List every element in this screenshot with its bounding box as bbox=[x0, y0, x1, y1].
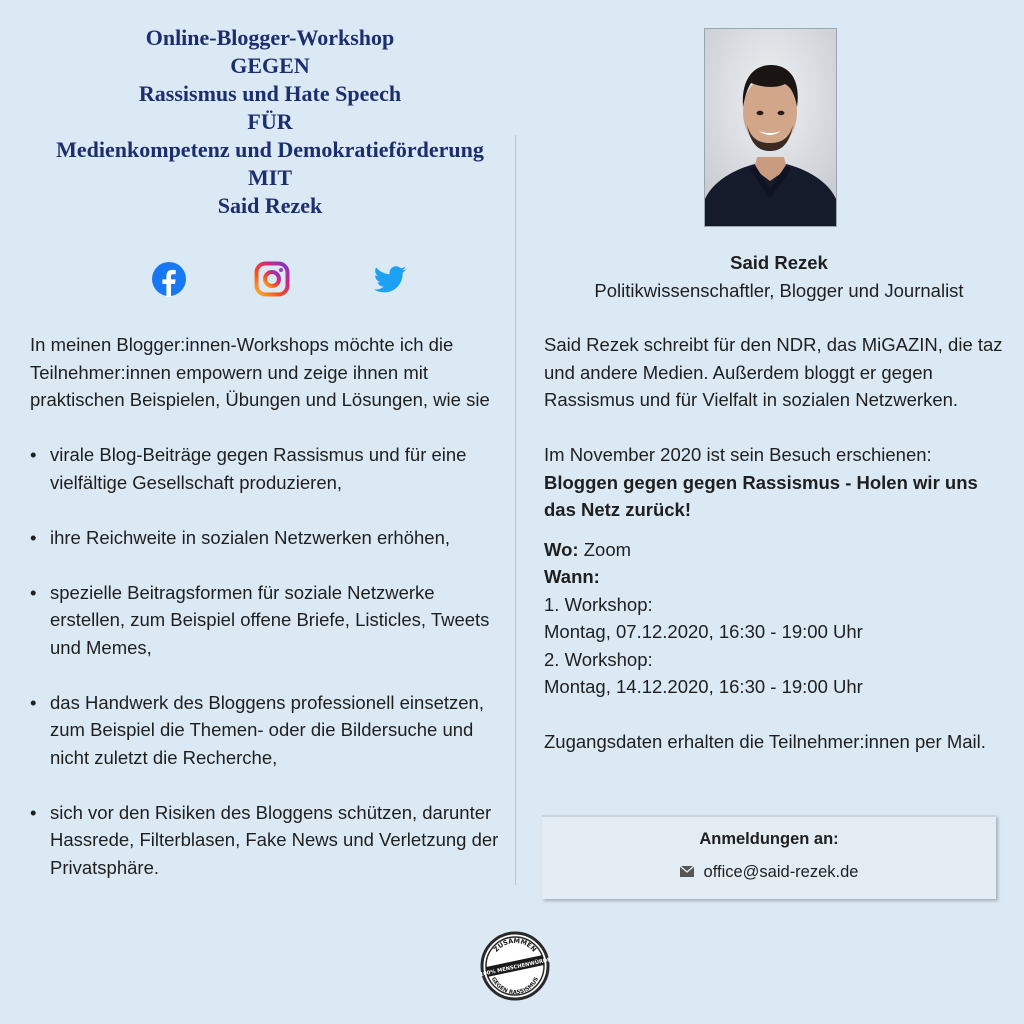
workshop1-label: 1. Workshop: bbox=[544, 593, 653, 615]
list-item-text: virale Blog-Beiträge gegen Rassismus und für eine vielfältige Gesellschaft produzieren, bbox=[50, 444, 467, 493]
intro-paragraph: In meinen Blogger:innen-Workshops möchte ich die Teilnehmer:innen empowern und zeige ihnen mit praktischen Beispielen, Übungen und Lösungen, wie sie bbox=[30, 334, 490, 410]
book-title: Bloggen gegen gegen Rassismus - Holen wir uns das Netz zurück! bbox=[544, 471, 978, 520]
heading-line: GEGEN bbox=[230, 53, 310, 78]
zusammen-gegen-rassismus-badge bbox=[480, 931, 550, 1001]
when-label: Wann: bbox=[544, 566, 600, 587]
list-item bbox=[30, 524, 500, 552]
portrait-photo bbox=[704, 28, 837, 227]
workshop-heading bbox=[20, 24, 520, 220]
bullet-icon: • bbox=[30, 526, 37, 548]
workshop2-label: 2. Workshop: bbox=[544, 648, 653, 670]
registration-box bbox=[542, 815, 996, 899]
bullet-icon: • bbox=[30, 691, 37, 713]
where-value: Zoom bbox=[578, 538, 632, 560]
facebook-icon[interactable] bbox=[151, 261, 187, 297]
twitter-icon[interactable] bbox=[372, 261, 408, 297]
registration-contact bbox=[542, 863, 996, 882]
list-item-text: spezielle Beitragsformen für soziale Netzwerke erstellen, zum Beispiel offene Briefe, Listicles, Tweets und Memes, bbox=[50, 581, 490, 658]
location-line bbox=[544, 536, 1004, 564]
heading-line: Online-Blogger-Workshop bbox=[145, 25, 395, 50]
list-item-text: sich vor den Risiken des Bloggens schützen, darunter Hassrede, Filterblasen, Fake News und Verletzung der Privatsphäre. bbox=[50, 801, 499, 878]
list-item bbox=[30, 441, 500, 496]
workshop-description bbox=[30, 331, 500, 881]
author-role: Politikwissenschaftler, Blogger und Journalist bbox=[594, 280, 964, 301]
column-divider bbox=[515, 135, 516, 885]
author-bio: Said Rezek schreibt für den NDR, das MiGAZIN, die taz und andere Medien. Außerdem bloggt er gegen Rassismus und für Vielfalt in sozialen Netzwerken. bbox=[544, 334, 1003, 410]
svg-text:GEGEN RASSISMUS: GEGEN RASSISMUS bbox=[489, 976, 541, 997]
workshop1-date: Montag, 07.12.2020, 16:30 - 19:00 Uhr bbox=[544, 621, 863, 642]
bullet-icon: • bbox=[30, 801, 37, 823]
instagram-icon[interactable] bbox=[254, 261, 290, 297]
list-item bbox=[30, 689, 500, 772]
goals-list bbox=[30, 441, 500, 881]
heading-line: FÜR bbox=[247, 109, 293, 134]
list-item-text: das Handwerk des Bloggens professionell einsetzen, zum Beispiel die Themen- oder die Bildersuche und nicht zuletzt die Recherche, bbox=[50, 691, 484, 768]
access-note: Zugangsdaten erhalten die Teilnehmer:innen per Mail. bbox=[544, 731, 986, 752]
envelope-icon bbox=[680, 863, 694, 882]
heading-line: Said Rezek bbox=[217, 193, 323, 218]
svg-text:ZUSAMMEN: ZUSAMMEN bbox=[492, 936, 538, 954]
heading-line: MIT bbox=[248, 165, 292, 190]
svg-text:100% MENSCHENWÜRDE: 100% MENSCHENWÜRDE bbox=[480, 957, 550, 979]
where-label: Wo: bbox=[544, 538, 579, 560]
bullet-icon: • bbox=[30, 444, 37, 465]
list-item bbox=[30, 579, 500, 662]
book-intro: Im November 2020 ist sein Besuch erschienen: bbox=[544, 444, 932, 465]
list-item-text: ihre Reichweite in sozialen Netzwerken erhöhen, bbox=[50, 526, 451, 548]
heading-line: Rassismus und Hate Speech bbox=[138, 81, 402, 106]
heading-line: Medienkompetenz und Demokratieförderung bbox=[56, 137, 484, 162]
bullet-icon: • bbox=[30, 581, 37, 603]
author-name: Said Rezek bbox=[730, 252, 828, 273]
email-link[interactable]: office@said-rezek.de bbox=[703, 863, 859, 881]
list-item bbox=[30, 799, 500, 882]
author-header bbox=[540, 249, 1018, 305]
workshop2-date: Montag, 14.12.2020, 16:30 - 19:00 Uhr bbox=[544, 676, 863, 697]
author-details bbox=[544, 331, 1004, 756]
registration-title: Anmeldungen an: bbox=[699, 830, 839, 848]
